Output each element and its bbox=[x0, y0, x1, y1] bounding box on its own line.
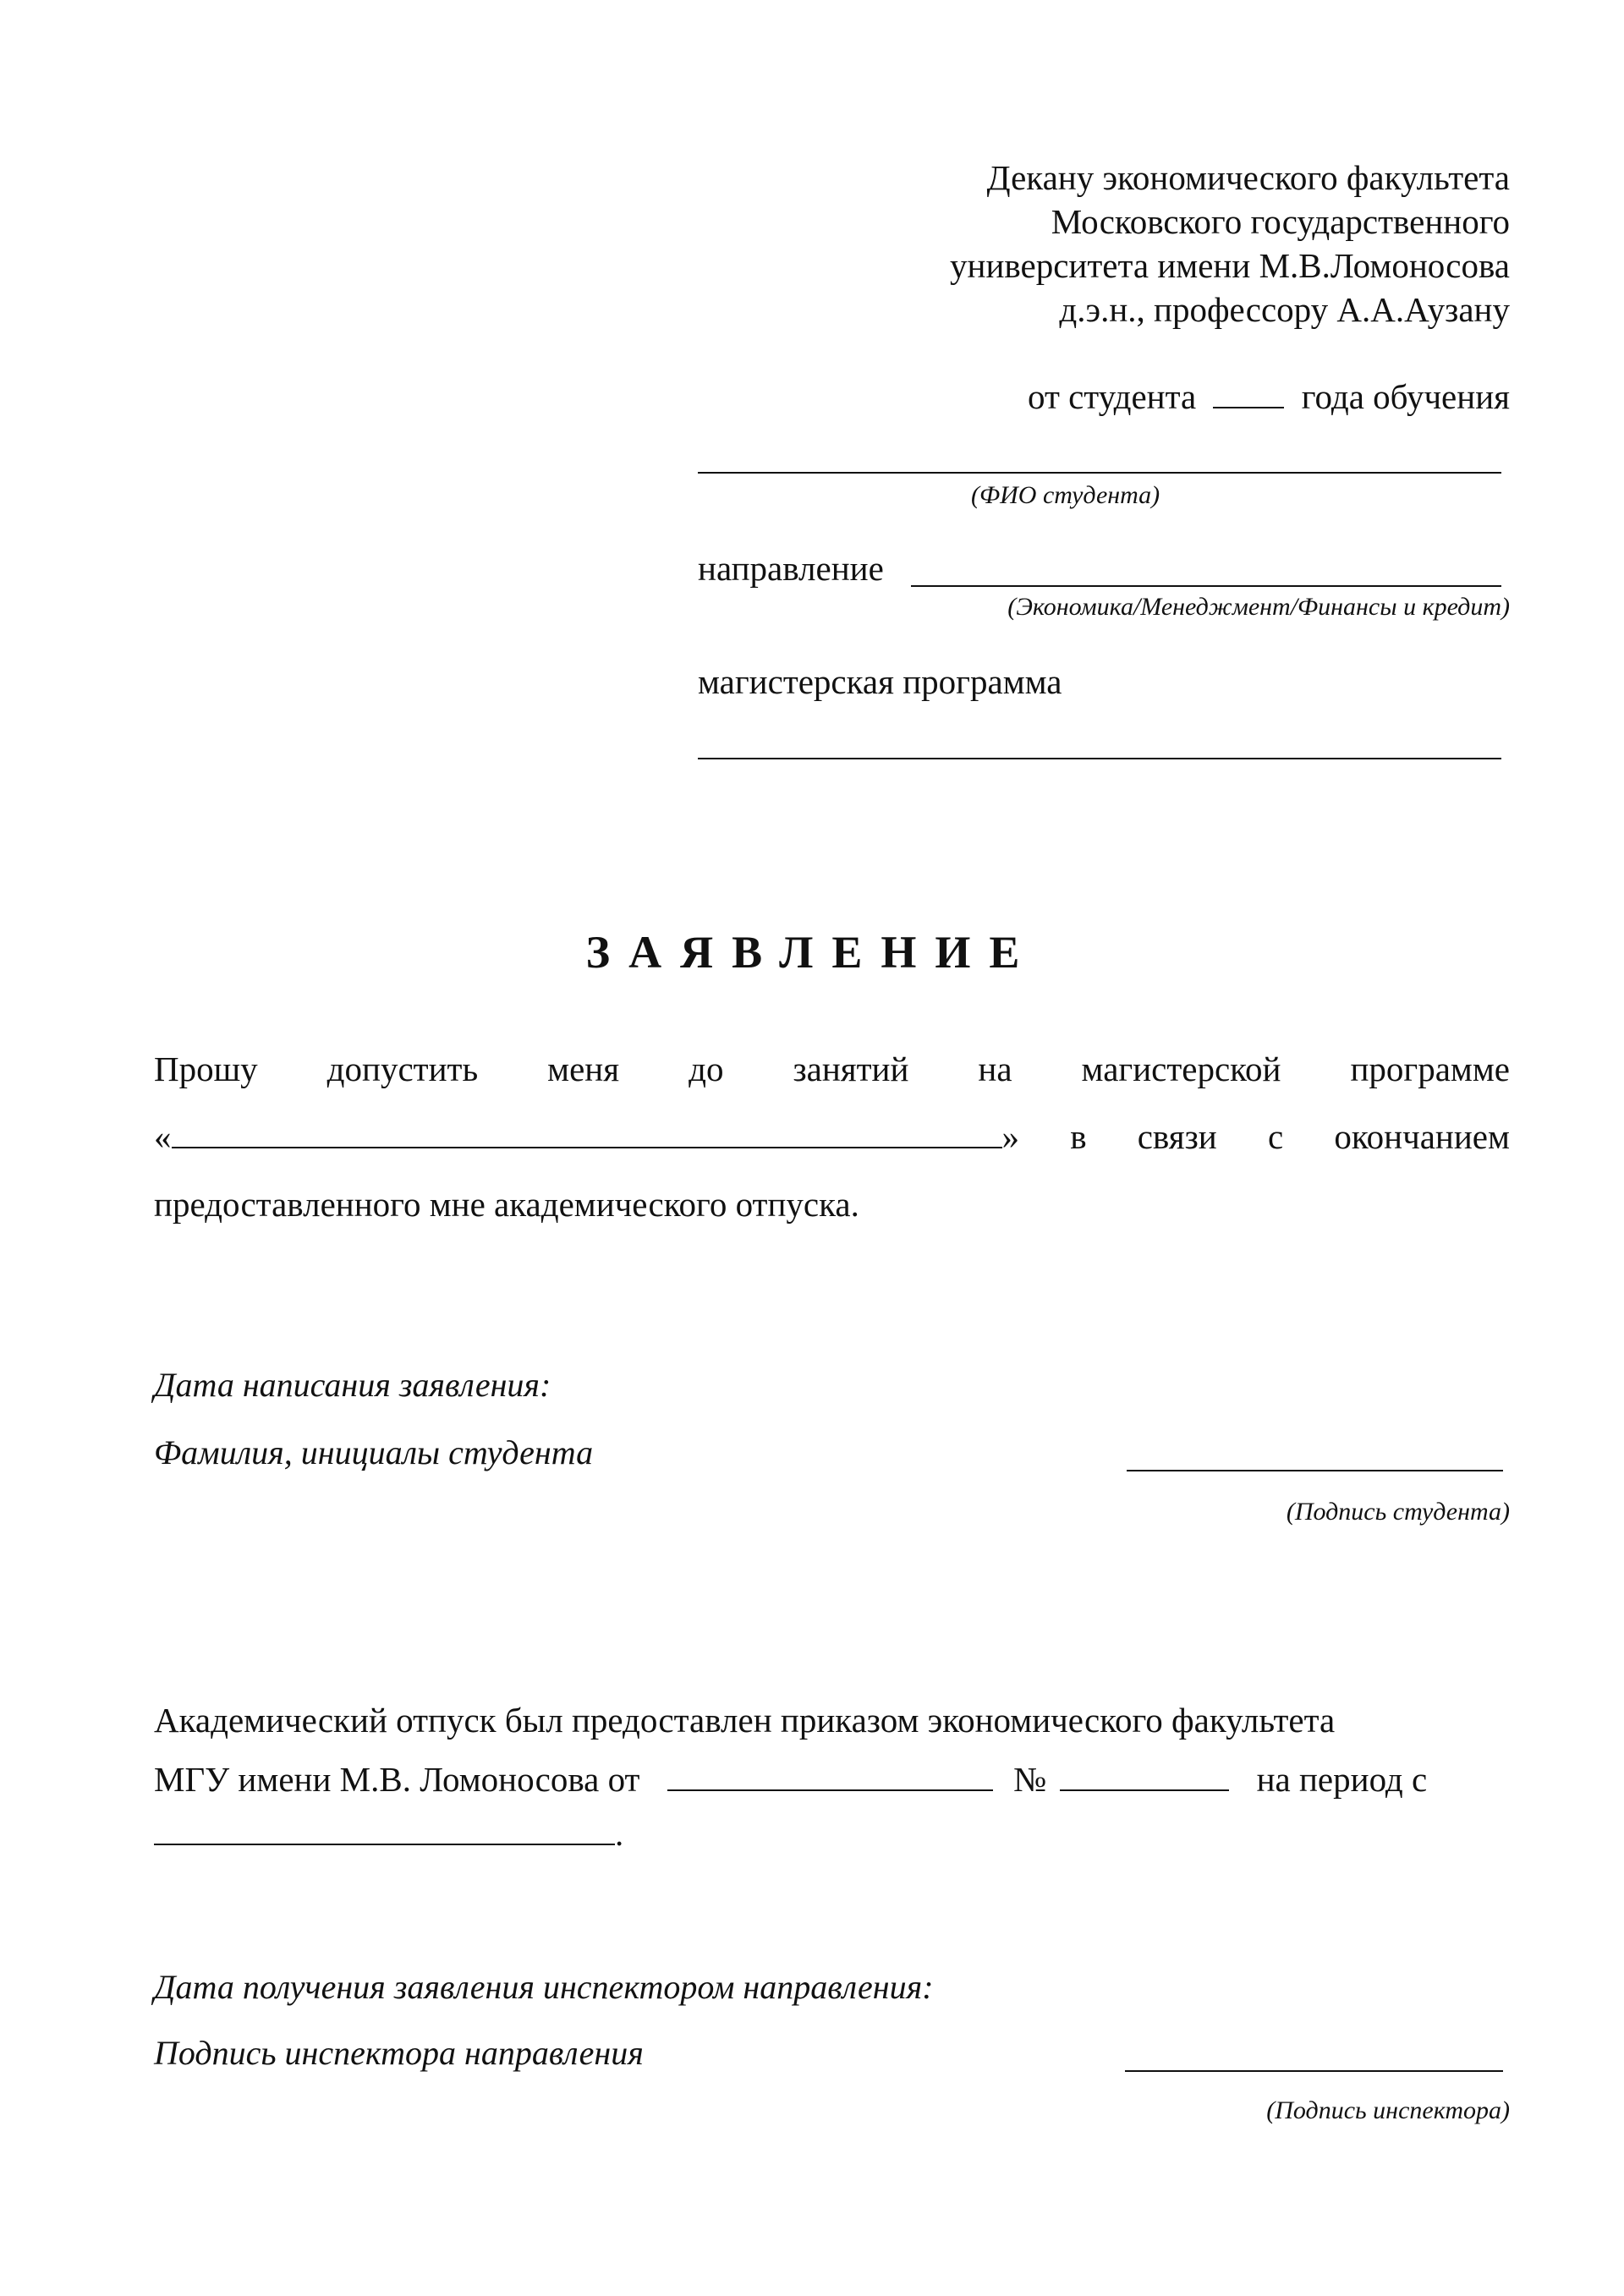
body-word: на bbox=[978, 1049, 1012, 1088]
leave-line-3 bbox=[154, 1811, 623, 1855]
student-fio-blank[interactable] bbox=[698, 472, 1501, 474]
body-word: магистерской bbox=[1081, 1049, 1281, 1088]
body-word: занятий bbox=[793, 1049, 909, 1088]
body-word: программе bbox=[1350, 1049, 1510, 1088]
open-quote: « bbox=[154, 1117, 172, 1156]
program-blank[interactable] bbox=[698, 758, 1501, 759]
addressee-line-3: университета имени М.В.Ломоносова bbox=[950, 246, 1510, 285]
year-blank[interactable] bbox=[1213, 380, 1284, 408]
body-word: в bbox=[1070, 1117, 1087, 1156]
body-word: допустить bbox=[326, 1049, 479, 1088]
addressee-line-2: Московского государственного bbox=[1051, 202, 1510, 241]
leave-line-2 bbox=[154, 1757, 1427, 1801]
leave-line-1: Академический отпуск был предоставлен приказом экономического факультета bbox=[154, 1701, 1336, 1740]
direction-caption: (Экономика/Менеджмент/Финансы и кредит) bbox=[1007, 593, 1510, 621]
close-quote: » bbox=[1001, 1117, 1019, 1156]
inspector-signature-blank[interactable] bbox=[1125, 2070, 1503, 2072]
inspector-signature-label: Подпись инспектора направления bbox=[154, 2034, 644, 2072]
program-name-quoted bbox=[154, 1115, 1019, 1159]
body-row-2 bbox=[154, 1115, 1510, 1159]
direction-blank[interactable] bbox=[911, 585, 1501, 587]
leave-period-label: на период с bbox=[1256, 1760, 1428, 1799]
year-of-study-label: года обучения bbox=[1301, 377, 1510, 416]
student-name-label: Фамилия, инициалы студента bbox=[154, 1433, 594, 1471]
body-word: окончанием bbox=[1334, 1117, 1510, 1156]
application-date-label: Дата написания заявления: bbox=[154, 1366, 551, 1404]
student-signature-caption: (Подпись студента) bbox=[1286, 1498, 1510, 1526]
from-student-label: от студента bbox=[1027, 377, 1197, 416]
number-sign: № bbox=[1012, 1760, 1047, 1799]
program-label: магистерская программа bbox=[698, 662, 1062, 701]
body-row-3: предоставленного мне академического отпуска. bbox=[154, 1185, 859, 1224]
leave-period-blank[interactable] bbox=[154, 1817, 615, 1845]
order-number-blank[interactable] bbox=[1060, 1762, 1229, 1791]
document-title: ЗАЯВЛЕНИЕ bbox=[585, 927, 1039, 978]
leave-order-prefix: МГУ имени М.В. Ломоносова от bbox=[154, 1760, 640, 1799]
fio-caption: (ФИО студента) bbox=[971, 481, 1160, 509]
student-signature-blank[interactable] bbox=[1127, 1470, 1503, 1471]
body-row-1 bbox=[154, 1047, 1510, 1091]
program-name-blank[interactable] bbox=[172, 1120, 1002, 1148]
addressee-line-4: д.э.н., профессору А.А.Аузану bbox=[1059, 290, 1510, 329]
order-date-blank[interactable] bbox=[667, 1762, 993, 1791]
body-word: Прошу bbox=[154, 1049, 258, 1088]
direction-label: направление bbox=[698, 549, 884, 588]
inspector-signature-caption: (Подпись инспектора) bbox=[1266, 2096, 1510, 2124]
body-word: связи bbox=[1137, 1117, 1217, 1156]
leave-period-end: . bbox=[615, 1814, 624, 1853]
addressee-line-1: Декану экономического факультета bbox=[986, 158, 1510, 197]
body-word: с bbox=[1267, 1117, 1284, 1156]
student-year-line bbox=[1028, 375, 1510, 419]
body-word: меня bbox=[547, 1049, 620, 1088]
body-word: до bbox=[689, 1049, 724, 1088]
receipt-date-label: Дата получения заявления инспектором направления: bbox=[154, 1968, 934, 2006]
